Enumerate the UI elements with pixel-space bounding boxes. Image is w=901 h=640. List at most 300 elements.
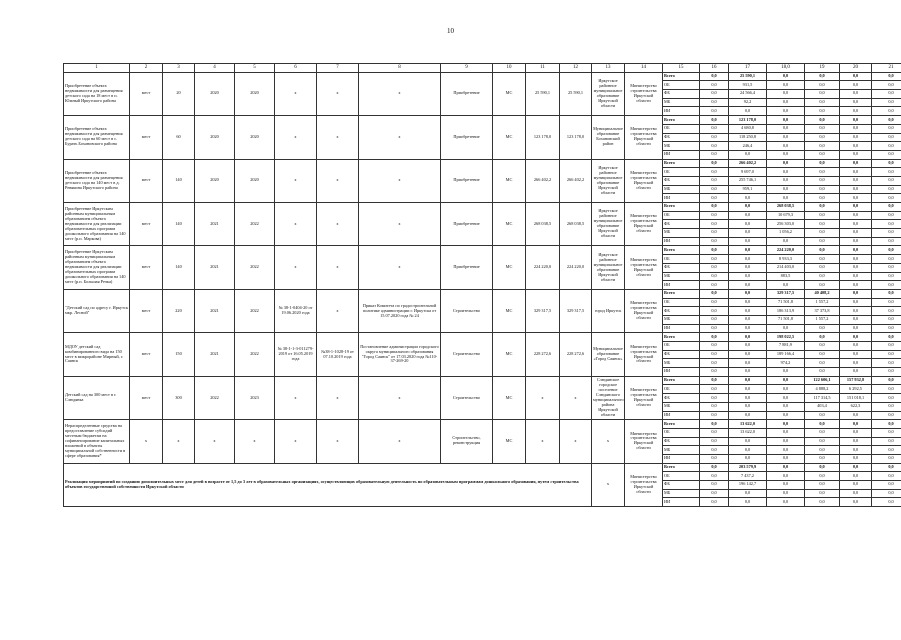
cell-c13: Муниципальное образование «Город Саянск» [592, 333, 625, 376]
funding-source-label: МБ [663, 142, 700, 151]
funding-value: 10 679,3 [767, 211, 805, 220]
funding-value: 0,0 [840, 98, 872, 107]
funding-value: 0,0 [729, 376, 767, 385]
funding-value: 0,0 [729, 498, 767, 507]
funding-value: 0,0 [729, 454, 767, 463]
funding-value: 0,0 [805, 446, 840, 455]
cell-name: МДОУ детский сад комбинированного вида на 150 мест в микрорайоне Мирный, г. Саянск [64, 333, 130, 376]
cell-y1: х [195, 420, 235, 463]
cell-unit: мест [130, 289, 163, 332]
funding-value: 0,0 [700, 263, 729, 272]
column-number: 9 [441, 64, 493, 73]
summary-text: Реализация мероприятий по созданию дополнительных мест для детей в возрасте от 1,5 до 3 лет в образовательных организациях, осуществляющих образовательную деятельность по образовательным программам дошкольного образования, путем строительства объектов государственной собственности Иркутской области [64, 463, 592, 506]
funding-value: 0,0 [700, 185, 729, 194]
funding-value: 71 501,8 [767, 298, 805, 307]
funding-value: 0,0 [700, 281, 729, 290]
funding-source-label: ФБ [663, 90, 700, 99]
column-number: 17 [729, 64, 767, 73]
funding-value: 1 557,2 [805, 315, 840, 324]
funding-value: 0,0 [840, 298, 872, 307]
funding-source-label: Всего [663, 376, 700, 385]
funding-value: 0,0 [840, 454, 872, 463]
funding-source-label: ОБ [663, 255, 700, 264]
column-number: 21 [872, 64, 901, 73]
cell-name: Нераспределенные средства на предоставление субсидий местным бюджетам на софинансирование капитальных вложений в объекты муниципальной собственности в сфере образования* [64, 420, 130, 463]
cell-y1: 2021 [195, 289, 235, 332]
funding-value: 0,0 [805, 454, 840, 463]
funding-value: 0,0 [767, 176, 805, 185]
cell-c13: Иркутское районное муниципальное образование Иркутской области [592, 72, 625, 115]
funding-value: 0,0 [872, 463, 901, 472]
cell-cap: 220 [163, 289, 195, 332]
cell-src: МС [493, 246, 526, 289]
funding-value: 266 402,2 [729, 159, 767, 168]
column-number: 6 [275, 64, 317, 73]
funding-value: 0,0 [767, 420, 805, 429]
funding-value: 0,0 [767, 411, 805, 420]
cell-v12: х [560, 420, 592, 463]
cell-c8: х [359, 376, 441, 419]
funding-value: 71 501,8 [767, 315, 805, 324]
funding-value: 0,0 [767, 237, 805, 246]
funding-value: 0,0 [700, 342, 729, 351]
funding-value: 0,0 [700, 289, 729, 298]
funding-value: 0,0 [840, 272, 872, 281]
funding-value: 25 590,1 [729, 72, 767, 81]
funding-value: 0,0 [700, 98, 729, 107]
funding-value: 0,0 [805, 237, 840, 246]
cell-c13: х [592, 420, 625, 463]
funding-source-label: ИИ [663, 237, 700, 246]
cell-c7: х [317, 203, 359, 246]
funding-value: 0,0 [700, 454, 729, 463]
funding-value: 974,2 [767, 359, 805, 368]
funding-source-label: ИИ [663, 368, 700, 377]
funding-value: 0,0 [700, 229, 729, 238]
funding-value: 0,0 [872, 359, 901, 368]
column-number: 14 [625, 64, 663, 73]
funding-value: 0,0 [729, 385, 767, 394]
funding-value: 0,0 [729, 402, 767, 411]
funding-value: 403,4 [805, 402, 840, 411]
funding-value: 0,0 [872, 350, 901, 359]
column-number: 11 [526, 64, 560, 73]
funding-value: 0,0 [767, 498, 805, 507]
funding-value: 0,0 [872, 211, 901, 220]
funding-value: 9 697,0 [729, 168, 767, 177]
funding-value: 0,0 [805, 229, 840, 238]
funding-value: 0,0 [700, 350, 729, 359]
funding-value: 0,0 [767, 185, 805, 194]
cell-v12: 25 590,1 [560, 72, 592, 115]
funding-value: 0,0 [840, 150, 872, 159]
cell-v12: 224 220,0 [560, 246, 592, 289]
cell-cap: 300 [163, 376, 195, 419]
column-number: 13 [592, 64, 625, 73]
funding-value: 0,0 [840, 333, 872, 342]
summary-cell-c13: х [592, 463, 625, 506]
funding-value: 0,0 [700, 116, 729, 125]
funding-value: 151 018,1 [840, 394, 872, 403]
funding-value: 0,0 [872, 185, 901, 194]
funding-value: 0,0 [840, 428, 872, 437]
cell-type: Приобретение [441, 159, 493, 202]
funding-value: 0,0 [805, 368, 840, 377]
funding-source-label: ОБ [663, 211, 700, 220]
funding-value: 0,0 [872, 263, 901, 272]
funding-source-label: Всего [663, 246, 700, 255]
funding-value: 157 932,8 [840, 376, 872, 385]
cell-c14: Министерство строительства Иркутской области [625, 333, 663, 376]
funding-value: 0,0 [872, 481, 901, 490]
funding-value: 0,0 [872, 342, 901, 351]
funding-value: 0,0 [805, 220, 840, 229]
funding-source-label: МБ [663, 229, 700, 238]
table-row [64, 203, 901, 212]
cell-v11: 25 590,1 [526, 72, 560, 115]
funding-value: 0,0 [729, 411, 767, 420]
funding-source-label: ФБ [663, 176, 700, 185]
funding-value: 0,0 [840, 194, 872, 203]
page-number: 10 [447, 27, 454, 35]
funding-value: 0,0 [729, 194, 767, 203]
funding-value: 0,0 [805, 437, 840, 446]
funding-value: 0,0 [840, 133, 872, 142]
funding-value: 0,0 [767, 116, 805, 125]
cell-name: "Детский сад по адресу г. Иркутск мкр. Лесной" [64, 289, 130, 332]
cell-y2: 2020 [235, 72, 275, 115]
funding-value: 0,0 [872, 150, 901, 159]
funding-value: 0,0 [872, 90, 901, 99]
funding-value: 8 933,3 [767, 255, 805, 264]
funding-value: 0,0 [700, 72, 729, 81]
funding-value: 0,0 [767, 281, 805, 290]
funding-source-label: ФБ [663, 437, 700, 446]
funding-value: 0,0 [700, 368, 729, 377]
funding-value: 0,0 [729, 489, 767, 498]
funding-value: 0,0 [872, 394, 901, 403]
cell-v11: 268 038,5 [526, 203, 560, 246]
funding-value: 0,0 [840, 446, 872, 455]
funding-value: 0,0 [840, 472, 872, 481]
cell-c7: х [317, 420, 359, 463]
funding-value: 0,0 [840, 281, 872, 290]
funding-value: 0,0 [805, 194, 840, 203]
funding-value: 0,0 [729, 446, 767, 455]
funding-value: 329 317,5 [767, 289, 805, 298]
funding-value: 0,0 [805, 185, 840, 194]
cell-type: Строительство, реконструкция [441, 420, 493, 463]
cell-v11: 123 178,0 [526, 116, 560, 159]
table-row [64, 289, 901, 298]
funding-value: 214 403,0 [767, 263, 805, 272]
cell-y1: 2021 [195, 333, 235, 376]
funding-value: 4 888,2 [805, 385, 840, 394]
cell-src: МС [493, 376, 526, 419]
funding-value: 0,0 [840, 498, 872, 507]
funding-value: 0,0 [700, 315, 729, 324]
funding-value: 0,0 [767, 446, 805, 455]
funding-value: 0,0 [805, 255, 840, 264]
funding-value: 189 166,4 [767, 350, 805, 359]
cell-c14: Министерство строительства Иркутской области [625, 289, 663, 332]
funding-value: 0,0 [729, 289, 767, 298]
funding-value: 0,0 [872, 124, 901, 133]
funding-value: 203 579,9 [729, 463, 767, 472]
cell-name: Приобретение объекта недвижимости для размещения детского сада на 140 мест в д. Ревякина Иркутского района [64, 159, 130, 202]
funding-value: 0,0 [840, 463, 872, 472]
funding-source-label: ФБ [663, 220, 700, 229]
funding-value: 0,0 [872, 454, 901, 463]
funding-value: 92,2 [729, 98, 767, 107]
funding-value: 0,0 [767, 90, 805, 99]
funding-value: 0,0 [700, 298, 729, 307]
funding-value: 0,0 [729, 368, 767, 377]
funding-value: 0,0 [872, 246, 901, 255]
cell-src: МС [493, 116, 526, 159]
funding-value: 0,0 [840, 324, 872, 333]
column-number: 5 [235, 64, 275, 73]
funding-value: 0,0 [700, 211, 729, 220]
funding-value: 0,0 [840, 81, 872, 90]
cell-c7: х [317, 289, 359, 332]
funding-value: 0,0 [872, 368, 901, 377]
investment-table [63, 63, 901, 507]
funding-value: 0,0 [700, 446, 729, 455]
funding-value: 0,0 [700, 428, 729, 437]
funding-value: 622,3 [840, 402, 872, 411]
funding-value: 0,0 [840, 211, 872, 220]
funding-source-label: ИИ [663, 411, 700, 420]
funding-value: 0,0 [700, 159, 729, 168]
funding-value: 0,0 [872, 116, 901, 125]
cell-unit: х [130, 420, 163, 463]
column-number: 20 [840, 64, 872, 73]
funding-value: 0,0 [872, 489, 901, 498]
funding-value: 0,0 [805, 81, 840, 90]
funding-value: 0,0 [805, 463, 840, 472]
funding-value: 0,0 [872, 289, 901, 298]
funding-value: 0,0 [805, 159, 840, 168]
summary-row [64, 463, 901, 472]
funding-value: 268 038,5 [767, 203, 805, 212]
funding-value: 0,0 [700, 194, 729, 203]
funding-value: 0,0 [840, 342, 872, 351]
funding-value: 0,0 [840, 220, 872, 229]
cell-unit: мест [130, 72, 163, 115]
cell-src: МС [493, 203, 526, 246]
funding-value: 0,0 [767, 72, 805, 81]
funding-value: 0,0 [872, 203, 901, 212]
funding-value: 0,0 [805, 498, 840, 507]
funding-value: 0,0 [805, 133, 840, 142]
funding-source-label: ИИ [663, 107, 700, 116]
cell-c8: х [359, 203, 441, 246]
cell-type: Приобретение [441, 116, 493, 159]
funding-source-label: ОБ [663, 428, 700, 437]
cell-type: Приобретение [441, 246, 493, 289]
funding-value: 0,0 [872, 411, 901, 420]
funding-source-label: ФБ [663, 394, 700, 403]
cell-c6: х [275, 72, 317, 115]
cell-y2: 2022 [235, 333, 275, 376]
funding-value: 0,0 [805, 411, 840, 420]
funding-value: 0,0 [805, 420, 840, 429]
funding-value: 0,0 [729, 246, 767, 255]
funding-value: 0,0 [700, 411, 729, 420]
funding-value: 0,0 [840, 411, 872, 420]
funding-value: 118 250,8 [729, 133, 767, 142]
cell-v12: 266 402,2 [560, 159, 592, 202]
funding-value: 0,0 [729, 315, 767, 324]
cell-c8: х [359, 72, 441, 115]
funding-source-label: МБ [663, 98, 700, 107]
table-row [64, 159, 901, 168]
cell-y1: 2020 [195, 72, 235, 115]
cell-v11: х [526, 376, 560, 419]
funding-source-label: ФБ [663, 481, 700, 490]
funding-value: 0,0 [805, 342, 840, 351]
funding-source-label: Всего [663, 463, 700, 472]
funding-value: 196 142,7 [729, 481, 767, 490]
funding-value: 0,0 [729, 350, 767, 359]
funding-value: 256 303,0 [767, 220, 805, 229]
funding-source-label: Всего [663, 203, 700, 212]
funding-value: 0,0 [767, 368, 805, 377]
cell-c14: Министерство строительства Иркутской области [625, 72, 663, 115]
cell-cap: 140 [163, 246, 195, 289]
table-row [64, 72, 901, 81]
funding-value: 13 622,0 [729, 428, 767, 437]
funding-value: 0,0 [840, 420, 872, 429]
column-number: 7 [317, 64, 359, 73]
funding-value: 0,0 [767, 454, 805, 463]
cell-unit: мест [130, 246, 163, 289]
cell-c7: х [317, 376, 359, 419]
cell-y1: 2022 [195, 376, 235, 419]
funding-value: 0,0 [767, 81, 805, 90]
cell-v11: 228 272,6 [526, 333, 560, 376]
funding-value: 0,0 [767, 472, 805, 481]
column-number: 2 [130, 64, 163, 73]
cell-c6: х [275, 246, 317, 289]
funding-value: 0,0 [840, 203, 872, 212]
funding-value: 0,0 [872, 237, 901, 246]
cell-v12: 329 317,5 [560, 289, 592, 332]
funding-value: 1 056,2 [767, 229, 805, 238]
funding-value: 0,0 [700, 489, 729, 498]
cell-v11: 329 317,5 [526, 289, 560, 332]
funding-value: 0,0 [700, 203, 729, 212]
column-number: 19 [805, 64, 840, 73]
column-number: 16 [700, 64, 729, 73]
funding-value: 0,0 [767, 428, 805, 437]
cell-c6: х [275, 376, 317, 419]
cell-c7: х [317, 72, 359, 115]
funding-value: 0,0 [805, 211, 840, 220]
funding-value: 0,0 [872, 281, 901, 290]
funding-value: 0,0 [729, 281, 767, 290]
summary-cell-c14: Министерство строительства Иркутской области [625, 463, 663, 506]
cell-c14: Министерство строительства Иркутской области [625, 203, 663, 246]
cell-name: Приобретение объекта недвижимости для размещения детского сада на 60 мест в с. Бурать Бохановского района [64, 116, 130, 159]
cell-cap: 60 [163, 116, 195, 159]
funding-value: 0,0 [805, 350, 840, 359]
cell-c6: № 38-1-1-3-011279-2019 от 16.05.2019 года [275, 333, 317, 376]
funding-value: 0,0 [700, 150, 729, 159]
funding-value: 0,0 [840, 168, 872, 177]
funding-value: 0,0 [840, 315, 872, 324]
funding-source-label: ИИ [663, 454, 700, 463]
column-number: 4 [195, 64, 235, 73]
funding-value: 0,0 [872, 220, 901, 229]
funding-value: 122 606,1 [805, 376, 840, 385]
funding-value: 0,0 [840, 255, 872, 264]
cell-y2: х [235, 420, 275, 463]
funding-value: 0,0 [805, 72, 840, 81]
column-number: 1 [64, 64, 130, 73]
funding-value: 0,0 [872, 324, 901, 333]
funding-value: 0,0 [840, 159, 872, 168]
funding-value: 0,0 [700, 142, 729, 151]
cell-y2: 2020 [235, 116, 275, 159]
funding-value: 0,0 [767, 463, 805, 472]
funding-source-label: МБ [663, 402, 700, 411]
funding-value: 0,0 [840, 289, 872, 298]
funding-value: 0,0 [700, 472, 729, 481]
funding-value: 0,0 [700, 359, 729, 368]
funding-value: 0,0 [840, 246, 872, 255]
cell-v11: х [526, 420, 560, 463]
funding-value: 0,0 [805, 481, 840, 490]
funding-source-label: МБ [663, 489, 700, 498]
funding-value: 0,0 [700, 481, 729, 490]
cell-name: Приобретение Иркутским районным муниципальным образованием объекта недвижимости для реализации образовательных программ дошкольного образования на 140 мест (р.п. Большая Речка) [64, 246, 130, 289]
funding-value: 0,0 [872, 98, 901, 107]
funding-value: 0,0 [872, 420, 901, 429]
funding-value: 0,0 [767, 124, 805, 133]
funding-value: 0,0 [805, 150, 840, 159]
funding-value: 13 622,0 [729, 420, 767, 429]
cell-c7: х [317, 246, 359, 289]
funding-value: 0,0 [805, 176, 840, 185]
cell-name: Приобретение Иркутским районным муниципальным образованием объекта недвижимости для реализации образовательных программ дошкольного образования на 140 мест (р.п. Маркова) [64, 203, 130, 246]
funding-value: 0,0 [767, 385, 805, 394]
cell-v12: х [560, 376, 592, 419]
cell-cap: 140 [163, 159, 195, 202]
funding-value: 0,0 [805, 124, 840, 133]
funding-source-label: ОБ [663, 298, 700, 307]
cell-type: Приобретение [441, 72, 493, 115]
funding-value: 0,0 [767, 402, 805, 411]
cell-c14: Министерство строительства Иркутской области [625, 420, 663, 463]
funding-value: 0,0 [805, 281, 840, 290]
funding-value: 0,0 [840, 142, 872, 151]
funding-source-label: Всего [663, 420, 700, 429]
funding-value: 0,0 [767, 150, 805, 159]
funding-source-label: ИИ [663, 498, 700, 507]
funding-value: 0,0 [700, 420, 729, 429]
funding-value: 0,0 [729, 237, 767, 246]
funding-value: 0,0 [767, 489, 805, 498]
cell-y2: 2022 [235, 203, 275, 246]
funding-value: 0,0 [700, 437, 729, 446]
funding-value: 0,0 [700, 333, 729, 342]
funding-value: 0,0 [700, 90, 729, 99]
funding-value: 0,0 [872, 255, 901, 264]
cell-c7: №38-1-1028-19 от 07.10.2019 года [317, 333, 359, 376]
funding-source-label: Всего [663, 289, 700, 298]
